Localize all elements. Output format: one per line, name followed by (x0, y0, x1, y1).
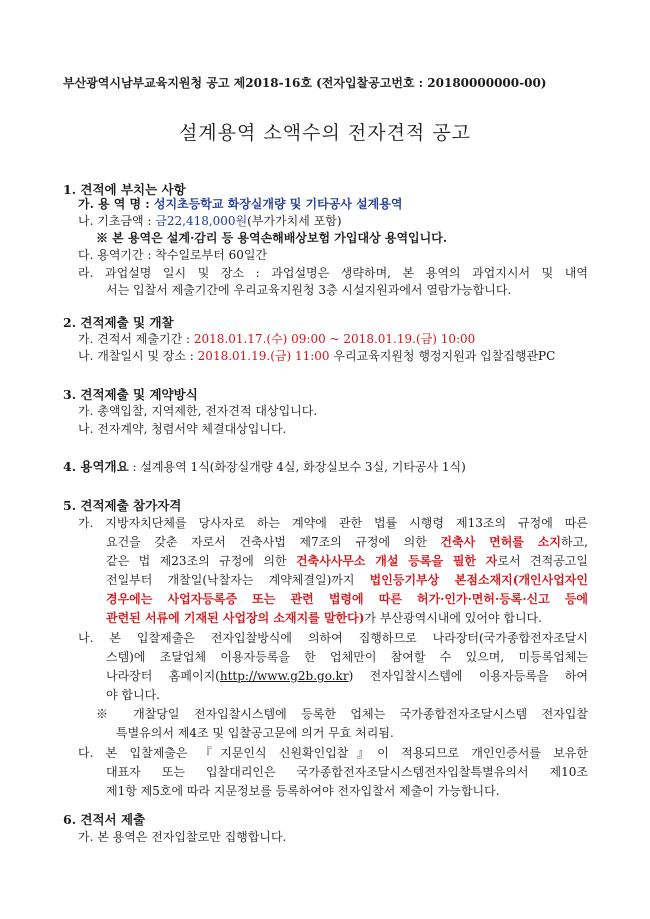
s2-item-ga (78, 332, 475, 346)
s5-ga-6b: 가 부산광역시내에 있어야 합니다. (364, 611, 542, 625)
section-1-heading: 1. 견적에 부치는 사항 (63, 182, 186, 197)
s5-ga-2a: 요건을 갖춘 자로서 건축사법 제7조의 규정에 의한 (106, 535, 441, 549)
s5-ga-6a: 관련된 서류에 기재된 사업장의 소재지를 말한다) (106, 611, 365, 625)
s1-na-tail: (부가가치세 포함) (247, 214, 342, 228)
s1-item-ra-line1: 라. 과업설명 일시 및 장소 : 과업설명은 생략하며, 본 용역의 과업지시서 및 내역 (78, 266, 588, 280)
s3-item-na: 나. 전자계약, 청렴서약 체결대상입니다. (78, 422, 287, 436)
s5-note-line1: ※ 개찰당일 전자입찰시스템에 등록한 업체는 국가종합전자조달시스템 전자입찰 (96, 707, 588, 721)
s5-ga-line4 (106, 573, 588, 587)
section-2-heading: 2. 견적제출 및 개찰 (63, 315, 174, 330)
section-3-heading: 3. 견적제출 및 계약방식 (63, 387, 198, 402)
section-6-heading: 6. 견적서 제출 (63, 812, 146, 827)
s5-na-line4: 야 합니다. (106, 688, 160, 702)
s5-ga-line5: 경우에는 사업자등록증 또는 관련 법령에 따른 허가·인가·면허·등록·신고 등에 (106, 592, 588, 606)
s5-ga-line3 (106, 554, 588, 568)
s5-na-line2: 스템)에 조달업체 이용자등록을 한 업체만이 참여할 수 있으며, 미등록업체는 (106, 650, 588, 664)
s3-item-ga: 가. 총액입찰, 지역제한, 전자견적 대상입니다. (78, 404, 318, 418)
s5-ga-2c: 하고, (561, 535, 588, 549)
s1-na-label: 나. 기초금액 : (78, 214, 156, 228)
s5-na-3a: 나라장터 홈페이지( (106, 669, 220, 683)
s2-ga-label: 가. 견적서 제출기간 : (78, 332, 194, 346)
s5-ga-line6 (106, 611, 542, 625)
s1-na-value: 금22,418,000원 (155, 214, 248, 228)
s6-item-ga: 가. 본 용역은 전자입찰로만 집행합니다. (78, 830, 287, 844)
s5-ga-line1: 가. 지방자치단체를 당사자로 하는 계약에 관한 법률 시행령 제13조의 규정에 따른 (78, 516, 588, 530)
s5-da-line1: 다. 본 입찰제출은 『지문인식 신원확인입찰』이 적용되므로 개인인증서를 보유한 (78, 746, 588, 760)
s1-ga-label: 가. 용 역 명 : (78, 197, 154, 211)
s5-note-line2: 특별유의서 제4조 및 입찰공고문에 의거 무효 처리됨. (116, 726, 394, 740)
s2-na-tail: 우리교육지원청 행정지원과 입찰집행관PC (329, 349, 556, 363)
s5-ga-2b: 건축사 면허를 소지 (440, 535, 561, 549)
section-4-heading: 4. 용역개요 (63, 459, 129, 474)
s5-da-line3: 제1항 제5호에 따라 지문정보를 등록하여야 전자입찰서 제출이 가능합니다. (106, 784, 500, 798)
s5-na-3c: ) 전자입찰시스템에 이용자등록을 하여 (348, 669, 588, 683)
s5-da-line2: 대표자 또는 입찰대리인은 국가종합전자조달시스템전자입찰특별유의서 제10조 (106, 765, 588, 779)
s5-ga-line2 (106, 535, 588, 549)
s1-item-ra-line2: 서는 입찰서 제출기간에 우리교육지원청 3층 시설지원과에서 열람가능합니다. (106, 283, 512, 297)
s2-item-na (78, 349, 555, 363)
s4-text: : 설계용역 1식(화장실개량 4실, 화장실보수 3실, 기타공사 1식) (128, 460, 466, 474)
s5-ga-3a: 같은 법 제23조의 규정에 의한 (106, 554, 296, 568)
s2-ga-value: 2018.01.17.(수) 09:00 ~ 2018.01.19.(금) 10:00 (193, 332, 476, 346)
s5-na-line1: 나. 본 입찰제출은 전자입찰방식에 의하여 집행하므로 나라장터(국가종합전자조달시 (78, 631, 588, 645)
page-title: 설계용역 소액수의 전자견적 공고 (178, 122, 472, 144)
s1-note: ※ 본 용역은 설계·감리 등 용역손해배상보험 가입대상 용역입니다. (96, 231, 447, 245)
s1-item-ga (78, 197, 402, 211)
g2b-link[interactable]: http://www.g2b.go.kr (219, 669, 349, 683)
s5-ga-3c: 로서 견적공고일 (497, 554, 588, 568)
section-4-line (63, 460, 466, 474)
s2-na-value: 2018.01.19.(금) 11:00 (197, 349, 330, 363)
section-5-heading: 5. 견적제출 참가자격 (63, 498, 182, 513)
s5-ga-4a: 전일부터 개찰일(낙찰자는 계약체결일)까지 (106, 573, 370, 587)
s2-na-label: 나. 개찰일시 및 장소 : (78, 349, 198, 363)
notice-header: 부산광역시남부교육지원청 공고 제2018-16호 (전자입찰공고번호 : 20180000000-00) (63, 76, 547, 90)
s5-ga-4b: 법인등기부상 본점소재지(개인사업자인 (369, 573, 588, 587)
s5-ga-3b: 건축사사무소 개설 등록을 필한 자 (295, 554, 498, 568)
s1-item-na (78, 214, 342, 228)
s1-item-da: 다. 용역기간 : 착수일로부터 60일간 (78, 248, 268, 262)
s5-na-line3 (106, 669, 588, 683)
s1-ga-value: 성지초등학교 화장실개량 및 기타공사 설계용역 (153, 197, 403, 211)
